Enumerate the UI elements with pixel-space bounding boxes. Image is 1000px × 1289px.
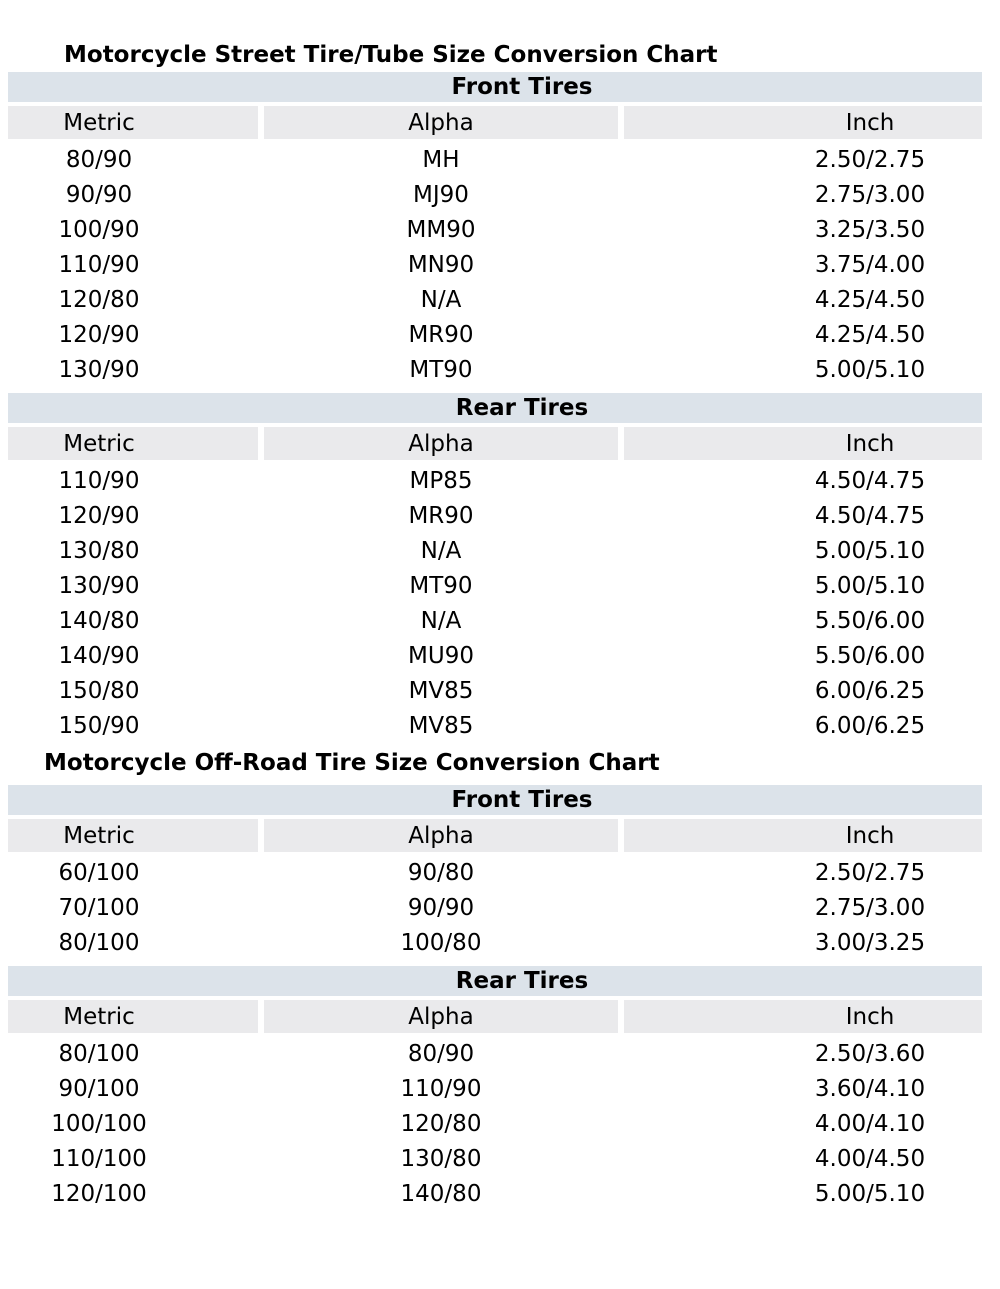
- table-cell: MJ90: [264, 177, 618, 212]
- table-cell: 4.50/4.75: [624, 498, 982, 533]
- table-cell: 2.75/3.00: [624, 177, 982, 212]
- table-section: [8, 393, 982, 743]
- table-cell: MV85: [264, 673, 618, 708]
- table-row: [8, 708, 982, 743]
- table-cell: N/A: [264, 282, 618, 317]
- column-header-alpha: Alpha: [264, 1000, 618, 1033]
- table-cell: 130/80: [8, 533, 258, 568]
- table-cell: 3.25/3.50: [624, 212, 982, 247]
- table-row: [8, 855, 982, 890]
- table-cell: 4.25/4.50: [624, 282, 982, 317]
- table-cell: 5.00/5.10: [624, 1176, 982, 1211]
- table-cell: 110/90: [8, 247, 258, 282]
- column-header-row: [8, 106, 982, 139]
- table-cell: MM90: [264, 212, 618, 247]
- section-title-band: [8, 966, 982, 996]
- table-cell: MV85: [264, 708, 618, 743]
- table-section: [8, 785, 982, 960]
- table-cell: 5.50/6.00: [624, 638, 982, 673]
- table-cell: 4.00/4.10: [624, 1106, 982, 1141]
- column-header-inch: Inch: [624, 819, 982, 852]
- column-header-alpha: Alpha: [264, 106, 618, 139]
- table-cell: N/A: [264, 533, 618, 568]
- table-cell: 5.50/6.00: [624, 603, 982, 638]
- conversion-chart: [0, 42, 1000, 743]
- table-row: [8, 533, 982, 568]
- table-cell: 120/100: [8, 1176, 258, 1211]
- table-cell: 4.25/4.50: [624, 317, 982, 352]
- section-title-band: [8, 785, 982, 815]
- table-row: [8, 177, 982, 212]
- column-header-metric: Metric: [8, 427, 258, 460]
- table-cell: 90/90: [264, 890, 618, 925]
- table-cell: 80/90: [8, 142, 258, 177]
- table-cell: 2.75/3.00: [624, 890, 982, 925]
- table-cell: MT90: [264, 352, 618, 387]
- section-title: Rear Tires: [455, 968, 589, 994]
- table-cell: 130/80: [264, 1141, 618, 1176]
- column-header-metric: Metric: [8, 1000, 258, 1033]
- table-cell: 140/80: [8, 603, 258, 638]
- table-cell: 140/80: [264, 1176, 618, 1211]
- table-cell: 90/100: [8, 1071, 258, 1106]
- table-row: [8, 1036, 982, 1071]
- table-cell: MH: [264, 142, 618, 177]
- table-cell: 6.00/6.25: [624, 708, 982, 743]
- conversion-chart: [0, 750, 1000, 1211]
- table-cell: 100/100: [8, 1106, 258, 1141]
- column-header-alpha: Alpha: [264, 427, 618, 460]
- column-header-row: [8, 427, 982, 460]
- table-cell: 110/90: [8, 463, 258, 498]
- table-section: [8, 966, 982, 1211]
- column-header-inch: Inch: [624, 106, 982, 139]
- table-row: [8, 247, 982, 282]
- table-row: [8, 925, 982, 960]
- table-section: [8, 72, 982, 387]
- column-header-metric: Metric: [8, 106, 258, 139]
- table-cell: N/A: [264, 603, 618, 638]
- table-row: [8, 603, 982, 638]
- table-cell: 90/80: [264, 855, 618, 890]
- table-cell: 80/100: [8, 1036, 258, 1071]
- table-cell: MN90: [264, 247, 618, 282]
- table-row: [8, 1141, 982, 1176]
- column-header-inch: Inch: [624, 427, 982, 460]
- table-cell: 120/80: [8, 282, 258, 317]
- table-cell: 4.50/4.75: [624, 463, 982, 498]
- table-cell: 2.50/2.75: [624, 855, 982, 890]
- table-row: [8, 352, 982, 387]
- column-header-row: [8, 819, 982, 852]
- table-cell: MR90: [264, 498, 618, 533]
- table-row: [8, 142, 982, 177]
- table-cell: 100/80: [264, 925, 618, 960]
- section-title: Rear Tires: [455, 395, 589, 421]
- table-cell: 150/80: [8, 673, 258, 708]
- table-cell: 110/90: [264, 1071, 618, 1106]
- table-row: [8, 890, 982, 925]
- table-cell: 60/100: [8, 855, 258, 890]
- table-cell: 5.00/5.10: [624, 352, 982, 387]
- column-header-row: [8, 1000, 982, 1033]
- table-row: [8, 673, 982, 708]
- chart-title: Motorcycle Street Tire/Tube Size Conversion Chart: [64, 42, 718, 68]
- table-cell: MP85: [264, 463, 618, 498]
- table-cell: 110/100: [8, 1141, 258, 1176]
- column-header-inch: Inch: [624, 1000, 982, 1033]
- table-cell: 70/100: [8, 890, 258, 925]
- section-title-band: [8, 72, 982, 102]
- table-row: [8, 212, 982, 247]
- table-cell: 5.00/5.10: [624, 533, 982, 568]
- table-cell: 2.50/2.75: [624, 142, 982, 177]
- table-row: [8, 568, 982, 603]
- table-cell: 6.00/6.25: [624, 673, 982, 708]
- table-cell: 3.75/4.00: [624, 247, 982, 282]
- table-cell: 130/90: [8, 568, 258, 603]
- table-cell: 140/90: [8, 638, 258, 673]
- chart-title: Motorcycle Off-Road Tire Size Conversion Chart: [44, 750, 660, 776]
- table-row: [8, 1176, 982, 1211]
- table-row: [8, 638, 982, 673]
- table-row: [8, 1106, 982, 1141]
- conversion-chart-document: [0, 42, 1000, 1289]
- table-cell: 90/90: [8, 177, 258, 212]
- table-cell: 100/90: [8, 212, 258, 247]
- table-cell: 4.00/4.50: [624, 1141, 982, 1176]
- table-cell: 3.00/3.25: [624, 925, 982, 960]
- table-row: [8, 317, 982, 352]
- table-row: [8, 498, 982, 533]
- table-cell: 80/100: [8, 925, 258, 960]
- tire-table: [8, 72, 982, 743]
- table-cell: 120/90: [8, 317, 258, 352]
- column-header-alpha: Alpha: [264, 819, 618, 852]
- column-header-metric: Metric: [8, 819, 258, 852]
- table-cell: MT90: [264, 568, 618, 603]
- table-cell: 120/90: [8, 498, 258, 533]
- table-row: [8, 1071, 982, 1106]
- table-cell: 120/80: [264, 1106, 618, 1141]
- table-cell: MR90: [264, 317, 618, 352]
- table-cell: 130/90: [8, 352, 258, 387]
- table-cell: 2.50/3.60: [624, 1036, 982, 1071]
- tire-table: [8, 785, 982, 1211]
- table-cell: 3.60/4.10: [624, 1071, 982, 1106]
- table-cell: 150/90: [8, 708, 258, 743]
- table-cell: 5.00/5.10: [624, 568, 982, 603]
- section-title: Front Tires: [451, 74, 593, 100]
- table-cell: 80/90: [264, 1036, 618, 1071]
- table-row: [8, 282, 982, 317]
- table-cell: MU90: [264, 638, 618, 673]
- section-title: Front Tires: [451, 787, 593, 813]
- table-row: [8, 463, 982, 498]
- section-title-band: [8, 393, 982, 423]
